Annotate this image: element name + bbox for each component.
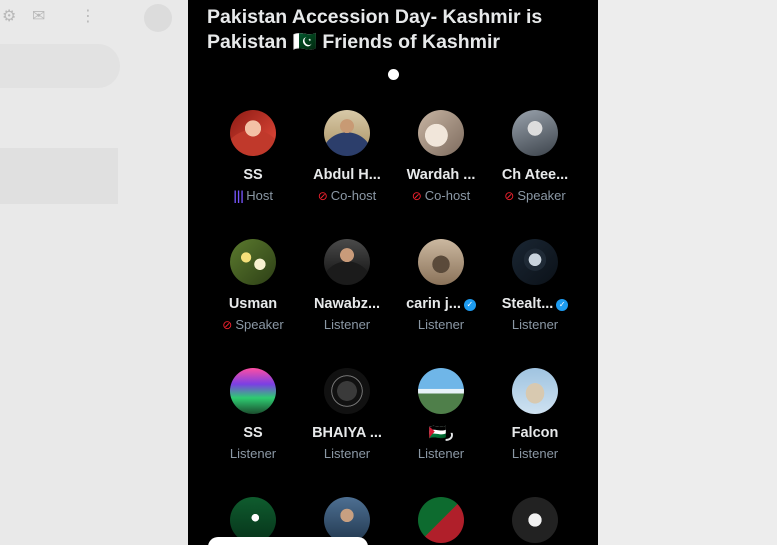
participant-card[interactable] [488,237,582,333]
space-modal [188,0,598,545]
avatar[interactable] [324,110,370,156]
muted-mic-icon: ⊘ [317,189,328,203]
avatar[interactable] [324,368,370,414]
participant-name [488,424,582,442]
participant-name-text: Abdul H... [313,167,381,183]
participant-name [300,166,394,184]
participant-role-text: Co-host [424,188,471,203]
participant-role [488,317,582,333]
muted-mic-icon: ⊘ [222,318,233,332]
participant-name-text: BHAIYA ... [312,425,382,441]
muted-mic-icon: ⊘ [411,189,422,203]
participant-name-text: SS [243,167,263,183]
participant-name [394,166,488,184]
participant-role [206,446,300,462]
background-right-panel [598,0,777,545]
muted-mic-icon: ⊘ [504,189,515,203]
avatar[interactable] [418,110,464,156]
participant-role-text: Listener [323,317,371,332]
participant-role-text: Listener [511,317,559,332]
avatar[interactable] [230,368,276,414]
participant-card[interactable] [394,237,488,333]
participant-card[interactable] [488,495,582,543]
background-settings-icon: ⚙ [2,6,17,25]
participant-role [394,188,488,204]
participant-name-text: 🇵🇸ر [428,425,454,441]
participant-name-text: Falcon [511,425,559,441]
participant-name [394,424,488,442]
participant-role [300,188,394,204]
participant-role-text: Listener [417,446,465,461]
participant-name [206,166,300,184]
verified-badge-icon: ✓ [464,299,476,311]
participant-name-text: Stealt... [501,296,554,312]
background-new-message-icon: ✉ [32,6,46,25]
background-more-icon: ⋮ [80,6,96,25]
participant-role [394,446,488,462]
participant-role-text: Listener [229,446,277,461]
participant-card[interactable] [206,237,300,333]
participant-card[interactable] [300,366,394,462]
avatar[interactable] [324,239,370,285]
participant-card[interactable] [488,366,582,462]
participant-role-text: Host [246,188,273,203]
participant-role [300,317,394,333]
host-icon: ||| [233,189,244,203]
avatar[interactable] [230,110,276,156]
participant-card[interactable] [300,108,394,204]
participant-name-text: Wardah ... [406,167,476,183]
verified-badge-icon: ✓ [556,299,568,311]
participant-name [206,424,300,442]
participant-role [394,317,488,333]
participant-name [488,295,582,313]
participant-card[interactable] [394,366,488,462]
participant-card[interactable] [300,237,394,333]
avatar[interactable] [418,368,464,414]
participant-card[interactable] [394,495,488,543]
participant-role [206,317,300,333]
background-search-bar [0,44,120,88]
background-selected-row [0,148,118,204]
participant-role-text: Listener [511,446,559,461]
participant-card[interactable] [300,495,394,543]
participant-name-text: Usman [228,296,278,312]
participant-role-text: Speaker [517,188,566,203]
participant-role [488,446,582,462]
space-title-text: Pakistan Accession Day- Kashmir is Pakistan 🇵🇰 Friends of Kashmir [207,6,543,53]
participant-name-text: Ch Atee... [501,167,569,183]
participant-name [206,295,300,313]
participant-card[interactable] [206,366,300,462]
participant-role [488,188,582,204]
avatar[interactable] [418,239,464,285]
page-indicator-dot[interactable] [388,69,399,80]
participant-card[interactable] [206,108,300,204]
participant-name-text: SS [243,425,263,441]
participant-card[interactable] [488,108,582,204]
participant-role-text: Speaker [235,317,284,332]
participant-name-text: carin j... [406,296,461,312]
avatar[interactable] [512,239,558,285]
participant-name [300,424,394,442]
avatar[interactable] [512,110,558,156]
participant-card[interactable] [206,495,300,543]
avatar[interactable] [512,368,558,414]
space-title [207,5,577,55]
participant-name [394,295,488,313]
participant-name [488,166,582,184]
background-avatar [144,4,172,32]
avatar[interactable] [512,497,558,543]
participant-name-text: Nawabz... [313,296,381,312]
participant-role-text: Listener [417,317,465,332]
participant-card[interactable] [394,108,488,204]
participant-role-text: Listener [323,446,371,461]
participant-role [206,188,300,204]
bottom-pill[interactable] [208,537,368,545]
avatar[interactable] [230,239,276,285]
participant-role [300,446,394,462]
avatar[interactable] [418,497,464,543]
participant-role-text: Co-host [330,188,377,203]
participant-name [300,295,394,313]
